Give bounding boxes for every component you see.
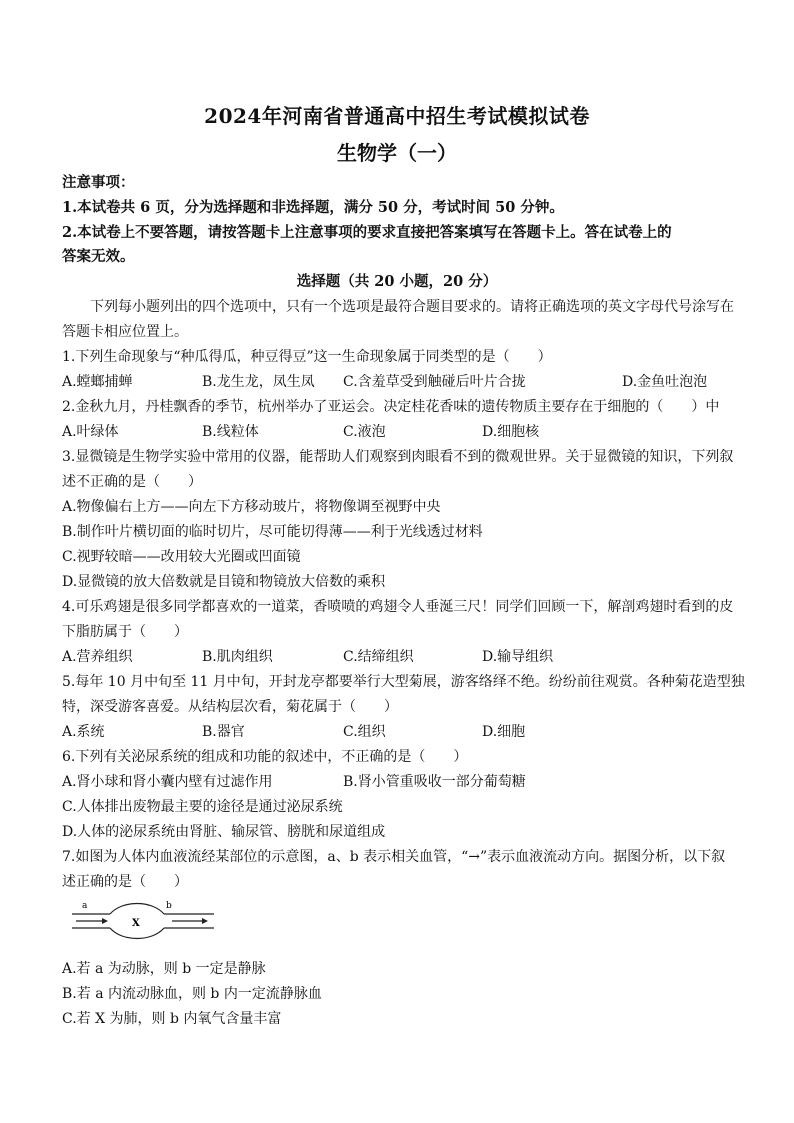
flow-arrow-out-head: [202, 918, 208, 924]
q3-option-b: B.制作叶片横切面的临时切片，尽可能切得薄——利于光线透过材料: [62, 524, 483, 540]
section-heading: 选择题（共 20 小题，20 分）: [296, 273, 498, 290]
notice-item-1: 1.本试卷共 6 页，分为选择题和非选择题，满分 50 分，考试时间 50 分钟。: [62, 199, 564, 216]
q1-option-d: D.金鱼吐泡泡: [622, 374, 708, 390]
q3-option-c: C.视野较暗——改用较大光圈或凹面镜: [62, 549, 301, 565]
q1-option-b: B.龙生龙，凤生凤: [202, 374, 315, 390]
q5-option-d: D.细胞: [482, 724, 526, 740]
label-a: a: [82, 901, 88, 911]
q7-option-b: B.若 a 内流动脉血，则 b 内一定流静脉血: [62, 986, 322, 1002]
organ-x-upper-outline: [110, 904, 164, 915]
q4-option-b: B.肌肉组织: [202, 649, 273, 665]
q5-option-b: B.器官: [202, 724, 245, 740]
q5-options: [62, 722, 742, 742]
q5-stem-line-2: 特，深受游客喜爱。从结构层次看，菊花属于（ ）: [62, 699, 398, 715]
q4-option-d: D.输导组织: [482, 649, 554, 665]
q7-stem-line-1: 7.如图为人体内血液流经某部位的示意图，a、b 表示相关血管，“→”表示血液流动方向。据图分析，以下叙: [62, 849, 726, 865]
q6-option-d: D.人体的泌尿系统由肾脏、输尿管、膀胱和尿道组成: [62, 824, 386, 840]
exam-subtitle: 生物学（一）: [337, 141, 457, 165]
q6-option-b: B.肾小管重吸收一部分葡萄糖: [343, 774, 526, 790]
q4-options: [62, 647, 742, 667]
q2-option-c: C.液泡: [343, 424, 386, 440]
notice-item-2-line-1: 2.本试卷上不要答题，请按答题卡上注意事项的要求直接把答案填写在答题卡上。答在试卷上的: [62, 224, 672, 241]
q2-option-b: B.线粒体: [202, 424, 259, 440]
q5-option-a: A.系统: [62, 724, 105, 740]
exam-title: 2024年河南省普通高中招生考试模拟试卷: [204, 104, 590, 128]
q7-stem-line-2: 述正确的是（ ）: [62, 874, 188, 890]
label-x: X: [132, 918, 140, 929]
q1-options: [62, 372, 742, 392]
blood-flow-diagram: [68, 896, 218, 948]
q1-option-c: C.含羞草受到触碰后叶片合拢: [343, 374, 526, 390]
q4-option-c: C.结缔组织: [343, 649, 414, 665]
q1-stem: 1.下列生命现象与“种瓜得瓜，种豆得豆”这一生命现象属于同类型的是（ ）: [62, 349, 552, 365]
q3-option-a: A.物像偏右上方——向左下方移动玻片，将物像调至视野中央: [62, 499, 441, 515]
q4-stem-line-1: 4.可乐鸡翅是很多同学都喜欢的一道菜，香喷喷的鸡翅令人垂涎三尺！同学们回顾一下，解剖鸡翅时看到的皮: [62, 599, 734, 615]
section-instruction-line-2: 答题卡相应位置上。: [62, 324, 188, 340]
q6-option-c: C.人体排出废物最主要的途径是通过泌尿系统: [62, 799, 343, 815]
section-instruction-line-1: 下列每小题列出的四个选项中，只有一个选项是最符合题目要求的。请将正确选项的英文字母代号涂写在: [90, 299, 734, 315]
q7-option-c: C.若 X 为肺，则 b 内氧气含量丰富: [62, 1011, 282, 1027]
q2-option-a: A.叶绿体: [62, 424, 119, 440]
q3-option-d: D.显微镜的放大倍数就是目镜和物镜放大倍数的乘积: [62, 574, 386, 590]
q6-option-a: A.肾小球和肾小囊内壁有过滤作用: [62, 774, 273, 790]
q5-option-c: C.组织: [343, 724, 386, 740]
notice-heading: 注意事项：: [62, 174, 135, 191]
q6-options-row: [62, 772, 742, 792]
q3-stem-line-2: 述不正确的是（ ）: [62, 474, 202, 490]
organ-x-lower-outline: [110, 928, 164, 939]
q1-option-a: A.螳螂捕蝉: [62, 374, 133, 390]
q5-stem-line-1: 5.每年 10 月中旬至 11 月中旬，开封龙亭都要举行大型菊展，游客络绎不绝。纷纷前往观赏。各种菊花造型独: [62, 674, 745, 690]
q4-option-a: A.营养组织: [62, 649, 133, 665]
q2-options: [62, 422, 742, 442]
q6-stem: 6.下列有关泌尿系统的组成和功能的叙述中，不正确的是（ ）: [62, 749, 468, 765]
q4-stem-line-2: 下脂肪属于（ ）: [62, 624, 188, 640]
q2-option-d: D.细胞核: [482, 424, 540, 440]
flow-arrow-in-head: [102, 918, 108, 924]
label-b: b: [166, 901, 172, 911]
notice-item-2-line-2: 答案无效。: [62, 248, 135, 265]
q3-stem-line-1: 3.显微镜是生物学实验中常用的仪器，能帮助人们观察到肉眼看不到的微观世界。关于显微镜的知识，下列叙: [62, 449, 734, 465]
q7-option-a: A.若 a 为动脉，则 b 一定是静脉: [62, 961, 266, 977]
q2-stem: 2.金秋九月，丹桂飘香的季节，杭州举办了亚运会。决定桂花香味的遗传物质主要存在于细胞的（ ）中: [62, 399, 720, 415]
